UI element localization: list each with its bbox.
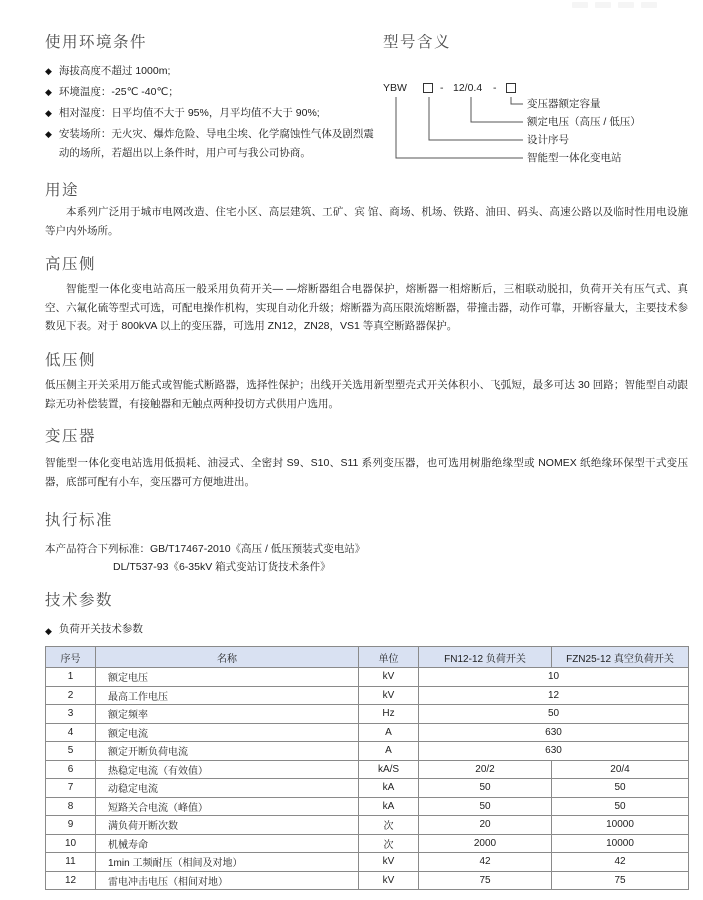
table-cell: 最高工作电压 (96, 686, 359, 705)
col-header-no: 序号 (46, 647, 96, 668)
model-label-station: 智能型一体化变电站 (527, 152, 622, 164)
table-cell: 20 (419, 816, 552, 835)
table-cell: 额定电压 (96, 668, 359, 687)
table-cell: 630 (419, 742, 689, 761)
col-header-fn12: FN12-12 负荷开关 (419, 647, 552, 668)
table-cell: 额定开断负荷电流 (96, 742, 359, 761)
tech-params-subtitle (45, 622, 143, 641)
bullet-text: 海拔高度不超过 1000m; (58, 65, 171, 77)
table-cell: 11 (46, 853, 96, 872)
table-cell: kV (359, 686, 419, 705)
tech-params-title: 技术参数 (45, 592, 114, 609)
table-cell: 热稳定电流（有效值） (96, 760, 359, 779)
lv-side-text: 低压侧主开关采用万能式或智能式断路器，选择性保护；出线开关选用新型塑壳式开关体积小、飞弧短，最多可达 30 回路；智能型自动跟踪无功补偿装置，有接触器和无触点两种投切方式供用户选用。 (45, 379, 688, 410)
table-cell: 12 (419, 686, 689, 705)
params-table-body (46, 668, 689, 890)
diamond-bullet-icon: ◆ (45, 87, 52, 97)
table-cell: 20/4 (552, 760, 689, 779)
bullet-text: 环境温度：-25℃ -40℃； (58, 86, 179, 98)
table-cell: 雷电冲击电压（相间对地） (96, 871, 359, 890)
table-cell: 3 (46, 705, 96, 724)
table-row (46, 797, 689, 816)
bullet-text: 相对湿度：日平均值不大于 95%，月平均值不大于 90%; (58, 107, 320, 119)
diamond-bullet-icon: ◆ (45, 129, 52, 139)
transformer-text: 智能型一体化变电站选用低损耗、油浸式、全密封 S9、S10、S11 系列变压器，也可选用树脂绝缘型或 NOMEX 纸绝缘环保型干式变压器，底部可配有小车，变压器可方便地进出。 (45, 457, 688, 488)
subtitle-text: 负荷开关技术参数 (58, 623, 143, 635)
table-cell: 75 (419, 871, 552, 890)
purpose-title: 用途 (45, 182, 80, 199)
table-cell: 8 (46, 797, 96, 816)
table-row (46, 705, 689, 724)
model-meaning-diagram (383, 82, 698, 170)
standards-line-2: DL/T537-93《6-35kV 箱式变站订货技术条件》 (113, 561, 331, 573)
table-cell: kA (359, 779, 419, 798)
col-header-unit: 单位 (359, 647, 419, 668)
diamond-bullet-icon: ◆ (45, 66, 52, 76)
table-cell: kV (359, 853, 419, 872)
table-cell: kV (359, 668, 419, 687)
table-cell: 75 (552, 871, 689, 890)
model-placeholder-box (423, 83, 433, 93)
usage-conditions-title: 使用环境条件 (45, 34, 148, 51)
table-cell: 10000 (552, 816, 689, 835)
table-cell: 次 (359, 816, 419, 835)
list-item (45, 104, 383, 123)
table-cell: A (359, 723, 419, 742)
table-cell: 42 (552, 853, 689, 872)
diamond-bullet-icon: ◆ (45, 108, 52, 118)
table-cell: 额定频率 (96, 705, 359, 724)
purpose-text: 本系列广泛用于城市电网改造、住宅小区、高层建筑、工矿、宾 馆、商场、机场、铁路、油田、码头、高速公路以及临时性用电设施等户内外场所。 (45, 206, 688, 237)
model-voltage: 12/0.4 (453, 82, 483, 94)
table-cell: 50 (552, 797, 689, 816)
table-cell: 1 (46, 668, 96, 687)
list-item (45, 83, 383, 102)
usage-conditions-list (45, 62, 383, 165)
table-row (46, 742, 689, 761)
table-row (46, 723, 689, 742)
list-item (45, 125, 383, 162)
table-cell: 9 (46, 816, 96, 835)
standards-line-1: 本产品符合下列标准：GB/T17467-2010《高压 / 低压预装式变电站》 (45, 543, 366, 555)
standards-title: 执行标准 (45, 512, 114, 529)
table-cell: 7 (46, 779, 96, 798)
col-header-fzn25: FZN25-12 真空负荷开关 (552, 647, 689, 668)
hv-side-text: 智能型一体化变电站高压一般采用负荷开关— —熔断器组合电器保护，熔断器一相熔断后，三相联动脱扣，负荷开关有压气式、真空、六氟化硫等型式可选，可配电操作机构，实现自动化升级；熔断器为高压限流熔断器，带撞击器，动作可靠，开断容量大，主要技术参数见下表。对于 800kVA 以上的变压器，可选用 ZN12，ZN28，VS1 等真空断路器保护。 (45, 283, 688, 332)
table-cell: A (359, 742, 419, 761)
table-cell: 动稳定电流 (96, 779, 359, 798)
table-cell: 额定电流 (96, 723, 359, 742)
table-cell: 2000 (419, 834, 552, 853)
table-cell: 6 (46, 760, 96, 779)
table-cell: 20/2 (419, 760, 552, 779)
table-row (46, 668, 689, 687)
table-cell: kV (359, 871, 419, 890)
table-cell: 50 (419, 779, 552, 798)
header-ghost (572, 2, 657, 8)
table-row (46, 834, 689, 853)
col-header-name: 名称 (96, 647, 359, 668)
model-label-voltage: 额定电压（高压 / 低压） (527, 116, 641, 128)
model-separator: - (440, 82, 444, 94)
table-cell: 次 (359, 834, 419, 853)
table-cell: 短路关合电流（峰值） (96, 797, 359, 816)
table-cell: 2 (46, 686, 96, 705)
table-cell: 12 (46, 871, 96, 890)
table-cell: kA (359, 797, 419, 816)
table-cell: kA/S (359, 760, 419, 779)
table-row (46, 760, 689, 779)
table-cell: Hz (359, 705, 419, 724)
table-cell: 10000 (552, 834, 689, 853)
table-cell: 42 (419, 853, 552, 872)
model-label-capacity: 变压器额定容量 (527, 98, 601, 110)
diamond-bullet-icon: ◆ (45, 626, 52, 636)
table-cell: 满负荷开断次数 (96, 816, 359, 835)
list-item (45, 62, 383, 81)
model-code: YBW (383, 82, 407, 94)
table-cell: 机械寿命 (96, 834, 359, 853)
table-row (46, 779, 689, 798)
transformer-title: 变压器 (45, 428, 97, 445)
table-cell: 4 (46, 723, 96, 742)
table-cell: 50 (552, 779, 689, 798)
table-row (46, 853, 689, 872)
model-label-design-no: 设计序号 (527, 134, 569, 146)
params-table (45, 646, 689, 890)
hv-side-title: 高压侧 (45, 256, 97, 273)
table-cell: 50 (419, 797, 552, 816)
table-row (46, 686, 689, 705)
lv-side-title: 低压侧 (45, 352, 97, 369)
table-cell: 5 (46, 742, 96, 761)
bullet-text: 安装场所：无火灾、爆炸危险、导电尘埃、化学腐蚀性气体及剧烈震动的场所，若超出以上条件时，用户可与我公司协商。 (58, 128, 374, 159)
table-row (46, 816, 689, 835)
table-cell: 10 (46, 834, 96, 853)
table-cell: 1min 工频耐压（相间及对地） (96, 853, 359, 872)
table-header-row (46, 647, 689, 668)
model-placeholder-box (506, 83, 516, 93)
table-row (46, 871, 689, 890)
model-meaning-title: 型号含义 (383, 34, 452, 51)
table-cell: 50 (419, 705, 689, 724)
table-cell: 630 (419, 723, 689, 742)
table-cell: 10 (419, 668, 689, 687)
model-separator: - (493, 82, 497, 94)
